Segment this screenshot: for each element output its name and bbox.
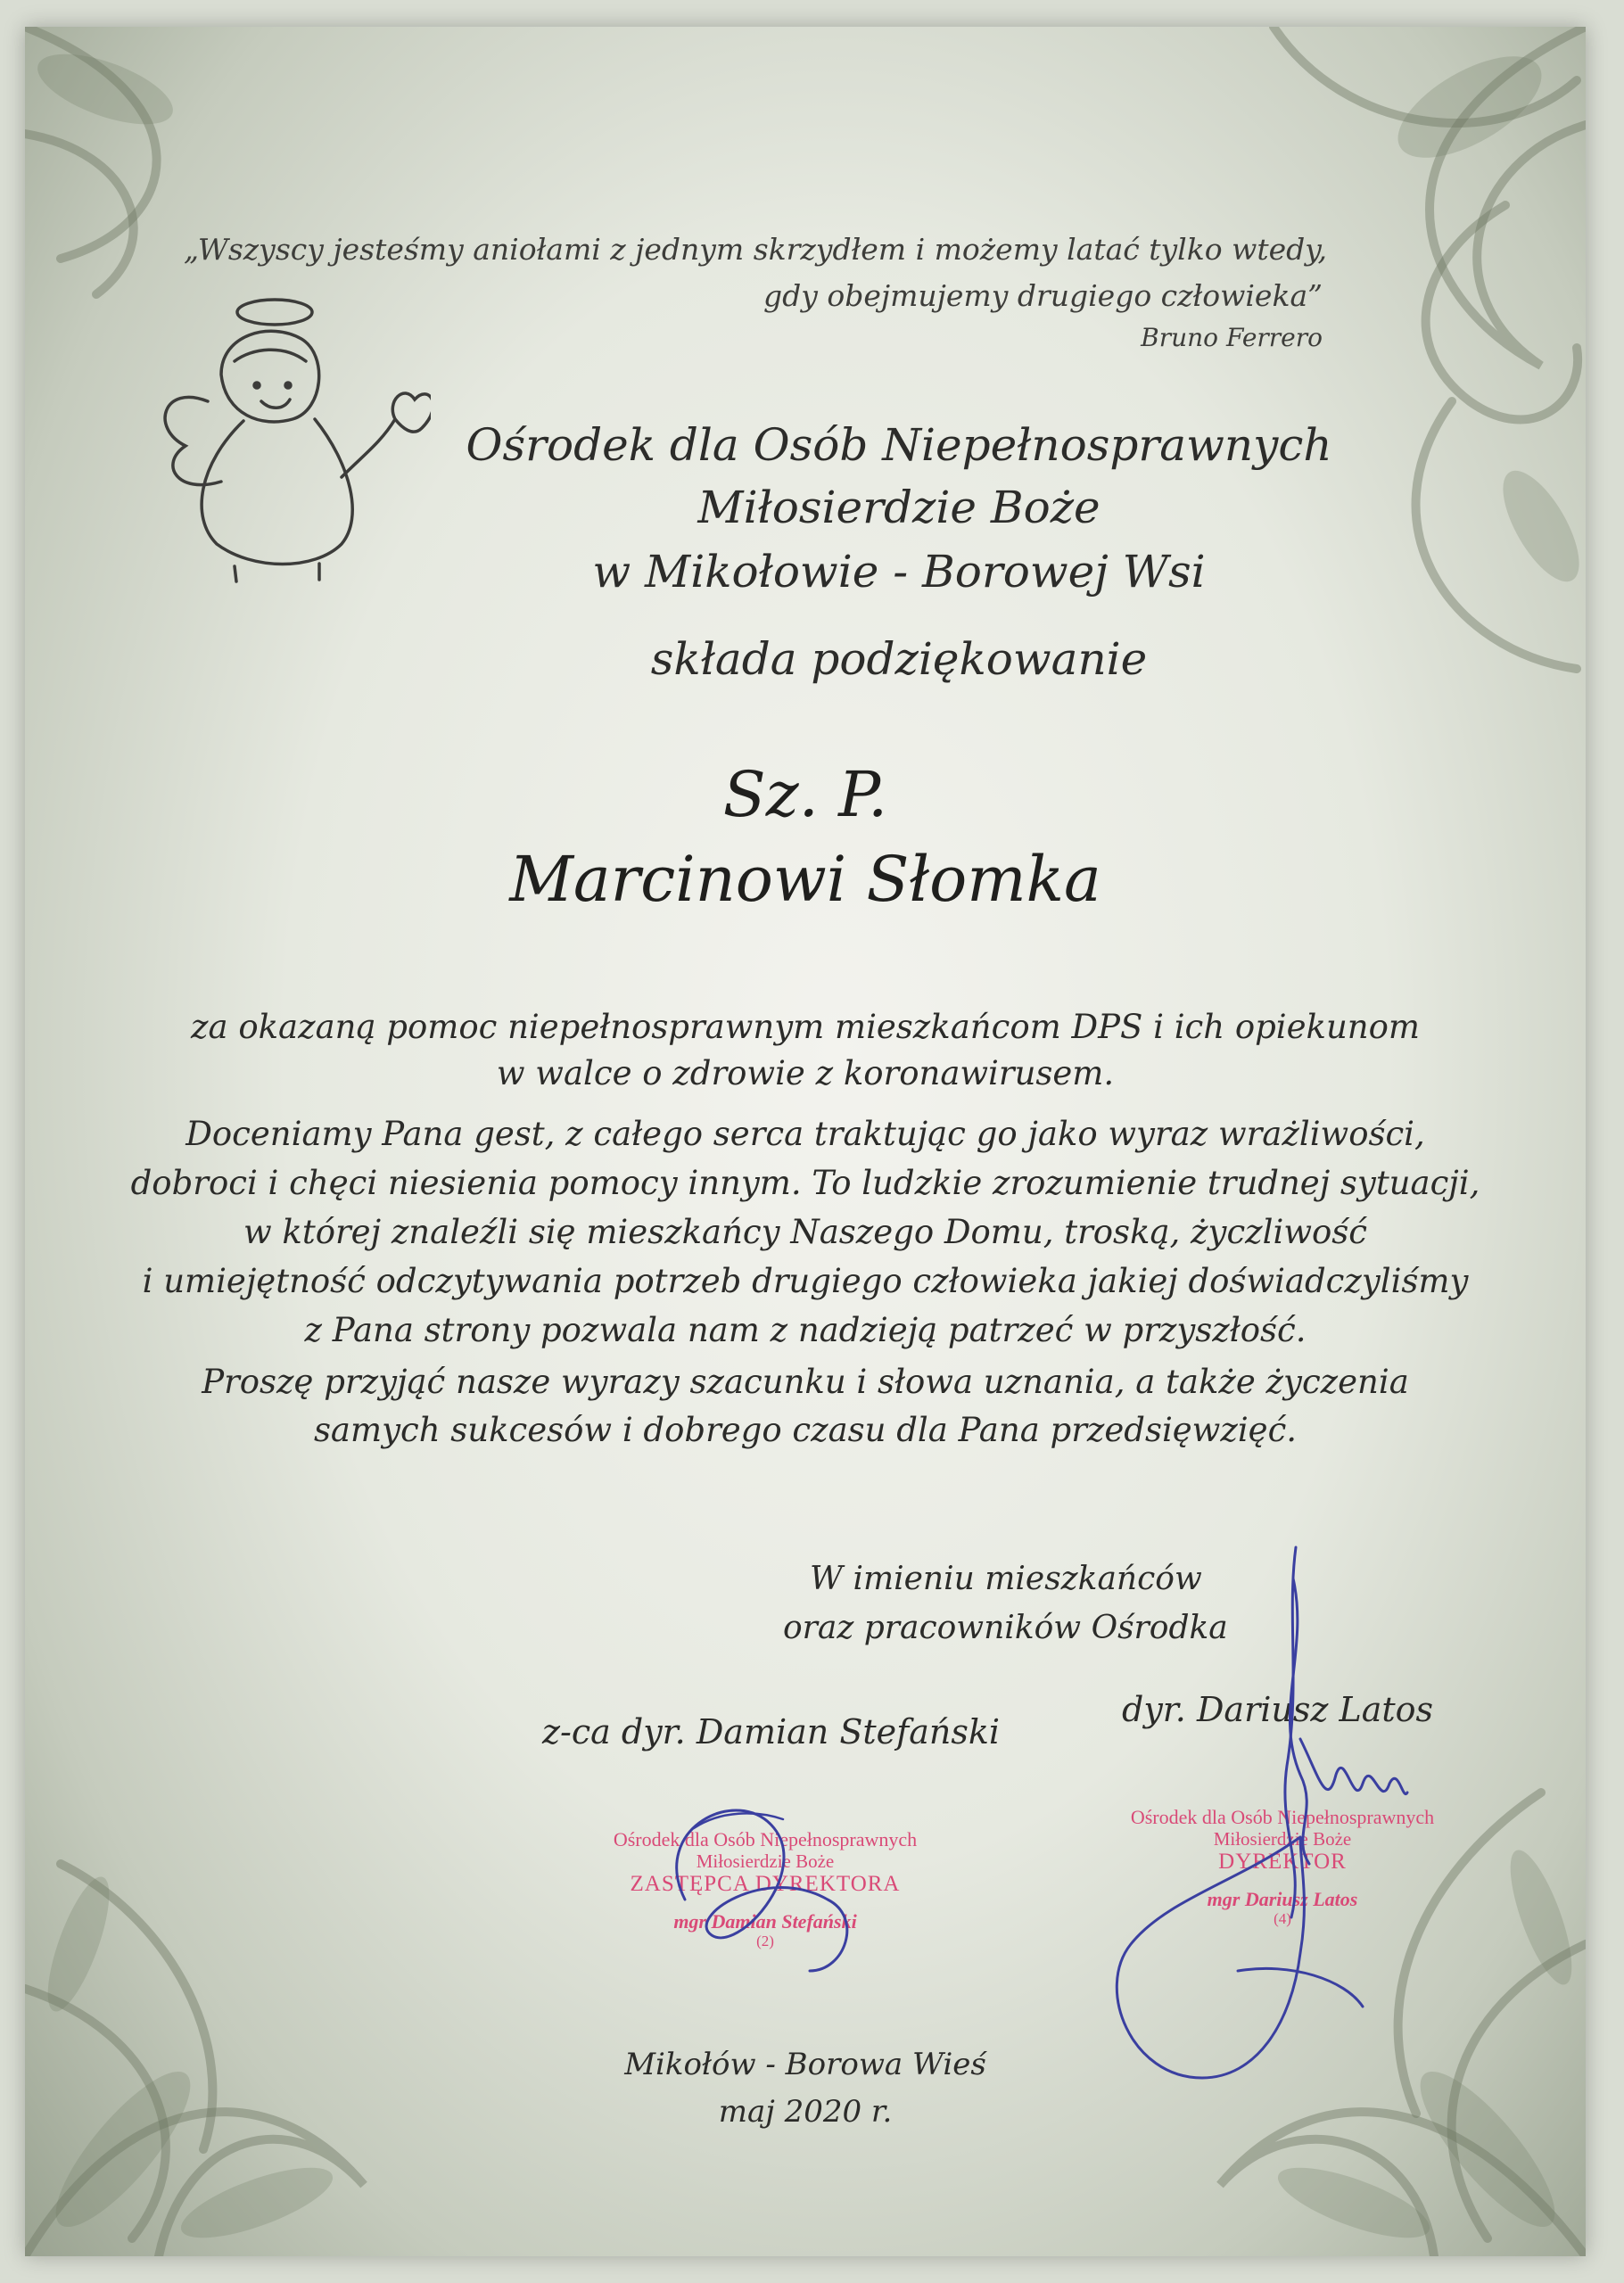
recipient-salutation: Sz. P. — [722, 758, 888, 831]
body-line: w walce o zdrowie z koronawirusem. — [496, 1054, 1115, 1092]
body-line: i umiejętność odczytywania potrzeb drugiego człowieka jakiej doświadczyliśmy — [142, 1262, 1469, 1300]
organization-location: w Mikołowie - Borowej Wsi — [592, 546, 1206, 598]
organization-name-line-2: Miłosierdzie Boże — [697, 482, 1101, 533]
signature-left — [631, 1775, 917, 1989]
signature-right — [1095, 1543, 1470, 2096]
quote-author: Bruno Ferrero — [1141, 323, 1323, 352]
quote-line-1: „Wszyscy jesteśmy aniołami z jednym skrzydłem i możemy latać tylko wtedy, — [184, 232, 1327, 267]
stamp-left-line-2: Miłosierdzie Boże — [696, 1850, 835, 1873]
body-line: dobroci i chęci niesienia pomocy innym. To ludzkie zrozumienie trudnej sytuacji, — [130, 1164, 1480, 1202]
stamp-right-line-1: Ośrodek dla Osób Niepełnosprawnych — [1130, 1806, 1435, 1828]
stamp-right-line-5: (4) — [1274, 1910, 1291, 1928]
stamp-left-line-4: mgr Damian Stefański — [673, 1910, 857, 1933]
body-line: za okazaną pomoc niepełnosprawnym mieszkańcom DPS i ich opiekunom — [191, 1008, 1420, 1046]
organization-name-line-1: Ośrodek dla Osób Niepełnosprawnych — [466, 419, 1332, 471]
signoff-line-2: oraz pracowników Ośrodka — [783, 1610, 1228, 1646]
recipient-name: Marcinowi Słomka — [509, 843, 1101, 916]
stamp-right-line-4: mgr Dariusz Latos — [1207, 1888, 1358, 1911]
signer-left: z-ca dyr. Damian Stefański — [542, 1712, 1000, 1751]
signer-right: dyr. Dariusz Latos — [1122, 1690, 1433, 1729]
footer-place: Mikołów - Borowa Wieś — [624, 2047, 986, 2082]
body-line: z Pana strony pozwala nam z nadzieją patrzeć w przyszłość. — [304, 1311, 1307, 1349]
signoff-line-1: W imieniu mieszkańców — [810, 1561, 1202, 1597]
stamp-left-line-3: ZASTĘPCA DYREKTORA — [630, 1872, 901, 1897]
thanks-heading: składa podziękowanie — [650, 633, 1148, 685]
stamp-right-line-3: DYREKTOR — [1218, 1850, 1347, 1875]
body-line: samych sukcesów i dobrego czasu dla Pana przedsięwzięć. — [313, 1411, 1298, 1449]
stamp-right-line-2: Miłosierdzie Boże — [1213, 1828, 1352, 1850]
footer-date: maj 2020 r. — [718, 2094, 893, 2130]
body-line: Doceniamy Pana gest, z całego serca traktując go jako wyraz wrażliwości, — [185, 1115, 1425, 1153]
stamp-left-line-5: (2) — [756, 1933, 774, 1950]
stamp-left-line-1: Ośrodek dla Osób Niepełnosprawnych — [613, 1828, 918, 1850]
quote-line-2: gdy obejmujemy drugiego człowieka” — [763, 278, 1323, 313]
certificate-sheet — [25, 27, 1586, 2256]
body-line: Proszę przyjąć nasze wyrazy szacunku i słowa uznania, a także życzenia — [202, 1363, 1409, 1401]
body-line: w której znaleźli się mieszkańcy Naszego Domu, troską, życzliwość — [243, 1213, 1367, 1251]
